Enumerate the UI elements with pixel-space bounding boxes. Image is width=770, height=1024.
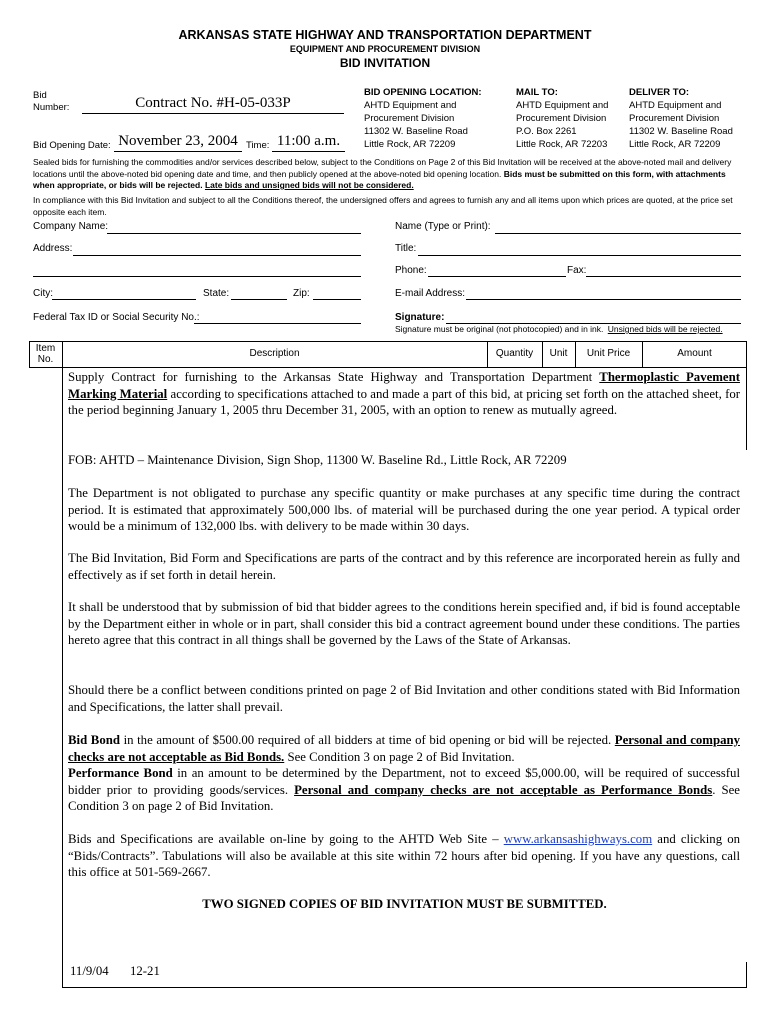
fax-label: Fax: (567, 265, 587, 276)
company-name-label: Company Name: (33, 221, 109, 232)
email-label: E-mail Address: (395, 288, 466, 299)
mail-to-title: MAIL TO: (516, 87, 558, 98)
phone-field[interactable] (428, 276, 566, 277)
zip-label: Zip: (293, 288, 310, 299)
fob-paragraph: FOB: AHTD – Maintenance Division, Sign Shop, 11300 W. Baseline Rd., Little Rock, AR 72209 (68, 453, 567, 467)
availability-text-cont: and clicking on “Bids/Contracts”. Tabulations will also be available at this site within 72 hours after bid opening. If you have any questions, call this office at 501-569-2667. (68, 832, 741, 880)
performance-bond-term: Performance Bond (68, 766, 173, 780)
deliver-to-location (629, 86, 759, 151)
zip-field[interactable] (313, 299, 361, 300)
state-label: State: (203, 288, 230, 299)
compliance-notice: In compliance with this Bid Invitation and subject to all the Conditions thereof, the undersigned offers and agrees to furnish any and all items upon which prices are quoted, at the price set opposite each item. (33, 195, 733, 217)
time-value: 11:00 a.m. (276, 133, 341, 149)
contract-description (68, 369, 740, 419)
address-field[interactable] (73, 255, 361, 256)
deliver-to-title: DELIVER TO: (629, 87, 689, 98)
deliver-to-line: Little Rock, AR 72209 (629, 139, 721, 150)
performance-bond-checks-warning: Personal and company checks are not acceptable as Performance Bonds (294, 782, 713, 797)
deliver-to-line: AHTD Equipment and (629, 100, 722, 111)
col-unit-price: Unit Price (586, 348, 631, 359)
mail-to-line: Procurement Division (516, 113, 607, 124)
fax-field[interactable] (586, 276, 741, 277)
sealed-bids-notice (33, 157, 741, 192)
col-no-label: No. (37, 354, 54, 365)
col-item-no (29, 343, 62, 365)
bid-opening-line: AHTD Equipment and (364, 100, 457, 111)
mail-to-location (516, 86, 628, 151)
state-field[interactable] (231, 299, 287, 300)
body-right-border (746, 368, 747, 450)
body-right-border-bottom (746, 962, 747, 988)
unsigned-bids-note: Unsigned bids will be rejected. (607, 324, 723, 334)
tax-id-field[interactable] (194, 323, 361, 324)
performance-bond-text: in an amount to be determined by the Department, not to exceed $5,000.00, will be required of successful bidder prior to providing goods/services. (68, 766, 740, 797)
performance-bond-condition: . See Condition 3 on page 2 of Bid Invitation. (68, 782, 740, 814)
contract-text-cont: according to specifications attached to and made a part of this bid, at pricing set forth on the attached sheet, for the period beginning January 1, 2005 thru December 31, 2005, with an option to renew as mutually agreed. (68, 386, 740, 418)
late-bids-warning: Late bids and unsigned bids will not be considered. (204, 180, 414, 190)
signed-copies-notice: TWO SIGNED COPIES OF BID INVITATION MUST BE SUBMITTED. (202, 897, 607, 911)
mail-to-line: P.O. Box 2261 (516, 126, 577, 137)
signature-note (395, 324, 723, 334)
bid-opening-location-title: BID OPENING LOCATION: (364, 87, 482, 98)
agency-title: ARKANSAS STATE HIGHWAY AND TRANSPORTATION DEPARTMENT (178, 28, 592, 42)
tax-id-label: Federal Tax ID or Social Security No.: (33, 312, 200, 323)
bid-bond-paragraph (68, 732, 740, 765)
bid-bond-text: in the amount of $500.00 required of all bidders at time of bid opening or bid will be rejected. (119, 733, 615, 747)
bid-opening-line: 11302 W. Baseline Road (364, 126, 468, 137)
body-left-border (62, 368, 63, 988)
city-label: City: (33, 288, 53, 299)
opening-date-value: November 23, 2004 (118, 133, 238, 149)
bid-label: Bid (33, 90, 47, 101)
col-description: Description (249, 348, 300, 359)
col-quantity: Quantity (495, 348, 534, 359)
time-label: Time: (246, 140, 270, 151)
material-name: Thermoplastic Pavement Marking Material (68, 370, 740, 401)
opening-date-label: Bid Opening Date: (33, 140, 111, 151)
bid-opening-line: Little Rock, AR 72209 (364, 139, 456, 150)
agreement-paragraph: It shall be understood that by submission of bid that bidder agrees to the conditions herein specified and, if bid is found acceptable by the Department either in whole or in part, shall consider this bid a contract agreement bound under these conditions. The parties hereto agree that this contract in all things shall be governed by the Laws of the State of Arkansas. (68, 600, 740, 648)
name-label: Name (Type or Print): (395, 221, 491, 232)
purchase-obligation-paragraph: The Department is not obligated to purchase any specific quantity or make purchases at any specific time during the contract period. It is estimated that approximately 500,000 lbs. of material will be purchased during the one year period. A typical order would be a minimum of 132,000 lbs. with delivery to be made within 30 days. (68, 486, 740, 534)
col-amount: Amount (677, 348, 712, 359)
mail-to-line: Little Rock, AR 72203 (516, 139, 608, 150)
contract-text: Supply Contract for furnishing to the Arkansas State Highway and Transportation Department (68, 370, 600, 384)
deliver-to-line: Procurement Division (629, 113, 720, 124)
body-bottom-border (62, 987, 747, 988)
signature-label: Signature: (395, 312, 445, 323)
col-item-label: Item (35, 343, 56, 354)
number-label: Number: (33, 102, 70, 113)
deliver-to-line: 11302 W. Baseline Road (629, 126, 733, 137)
bid-number-value: Contract No. #H-05-033P (135, 95, 291, 111)
bid-opening-line: Procurement Division (364, 113, 455, 124)
footer-code: 12-21 (130, 964, 160, 978)
company-name-field[interactable] (107, 233, 361, 234)
bid-bond-condition: See Condition 3 on page 2 of Bid Invitation. (284, 749, 515, 764)
sealed-bids-requirement: Bids must be submitted on this form, with attachments when appropriate, or bids will be rejected. (33, 168, 726, 190)
title-label: Title: (395, 243, 417, 254)
performance-bond-paragraph (68, 765, 740, 815)
signature-note-text: Signature must be original (not photocopied) and in ink. (395, 324, 604, 334)
address-label: Address: (33, 243, 73, 254)
contract-parts-paragraph: The Bid Invitation, Bid Form and Specifications are parts of the contract and by this reference are incorporated herein as fully and effectively as if set forth in detail herein. (68, 551, 740, 582)
bid-bond-term: Bid Bond (68, 733, 120, 747)
footer-date: 11/9/04 (70, 964, 109, 978)
bid-opening-location (364, 86, 514, 151)
sealed-bids-text: Sealed bids for furnishing the commodities and/or services described below, subject to the Conditions on Page 2 of this Bid Invitation will be received at the above-noted mail and delivery locations until the above-noted bid opening date and time, and then publicly opened at the above-noted bid opening location. (33, 157, 732, 179)
phone-label: Phone: (395, 265, 427, 276)
ahtd-website-link[interactable]: www.arkansashighways.com (503, 832, 653, 846)
col-unit: Unit (549, 348, 568, 359)
title-field[interactable] (418, 255, 741, 256)
address-line-2-field[interactable] (33, 276, 361, 277)
name-field[interactable] (495, 233, 741, 234)
city-field[interactable] (52, 299, 196, 300)
availability-text: Bids and Specifications are available on-line by going to the AHTD Web Site – (68, 832, 504, 846)
conflict-paragraph: Should there be a conflict between conditions printed on page 2 of Bid Invitation and other conditions stated with Bid Information and Specifications, the latter shall prevail. (68, 683, 740, 714)
availability-paragraph (68, 831, 740, 881)
page-title: BID INVITATION (339, 56, 431, 70)
email-field[interactable] (466, 299, 741, 300)
bid-bond-checks-warning: Personal and company checks are not acceptable as Bid Bonds. (68, 733, 740, 764)
division-title: EQUIPMENT AND PROCUREMENT DIVISION (289, 44, 481, 54)
mail-to-line: AHTD Equipment and (516, 100, 609, 111)
